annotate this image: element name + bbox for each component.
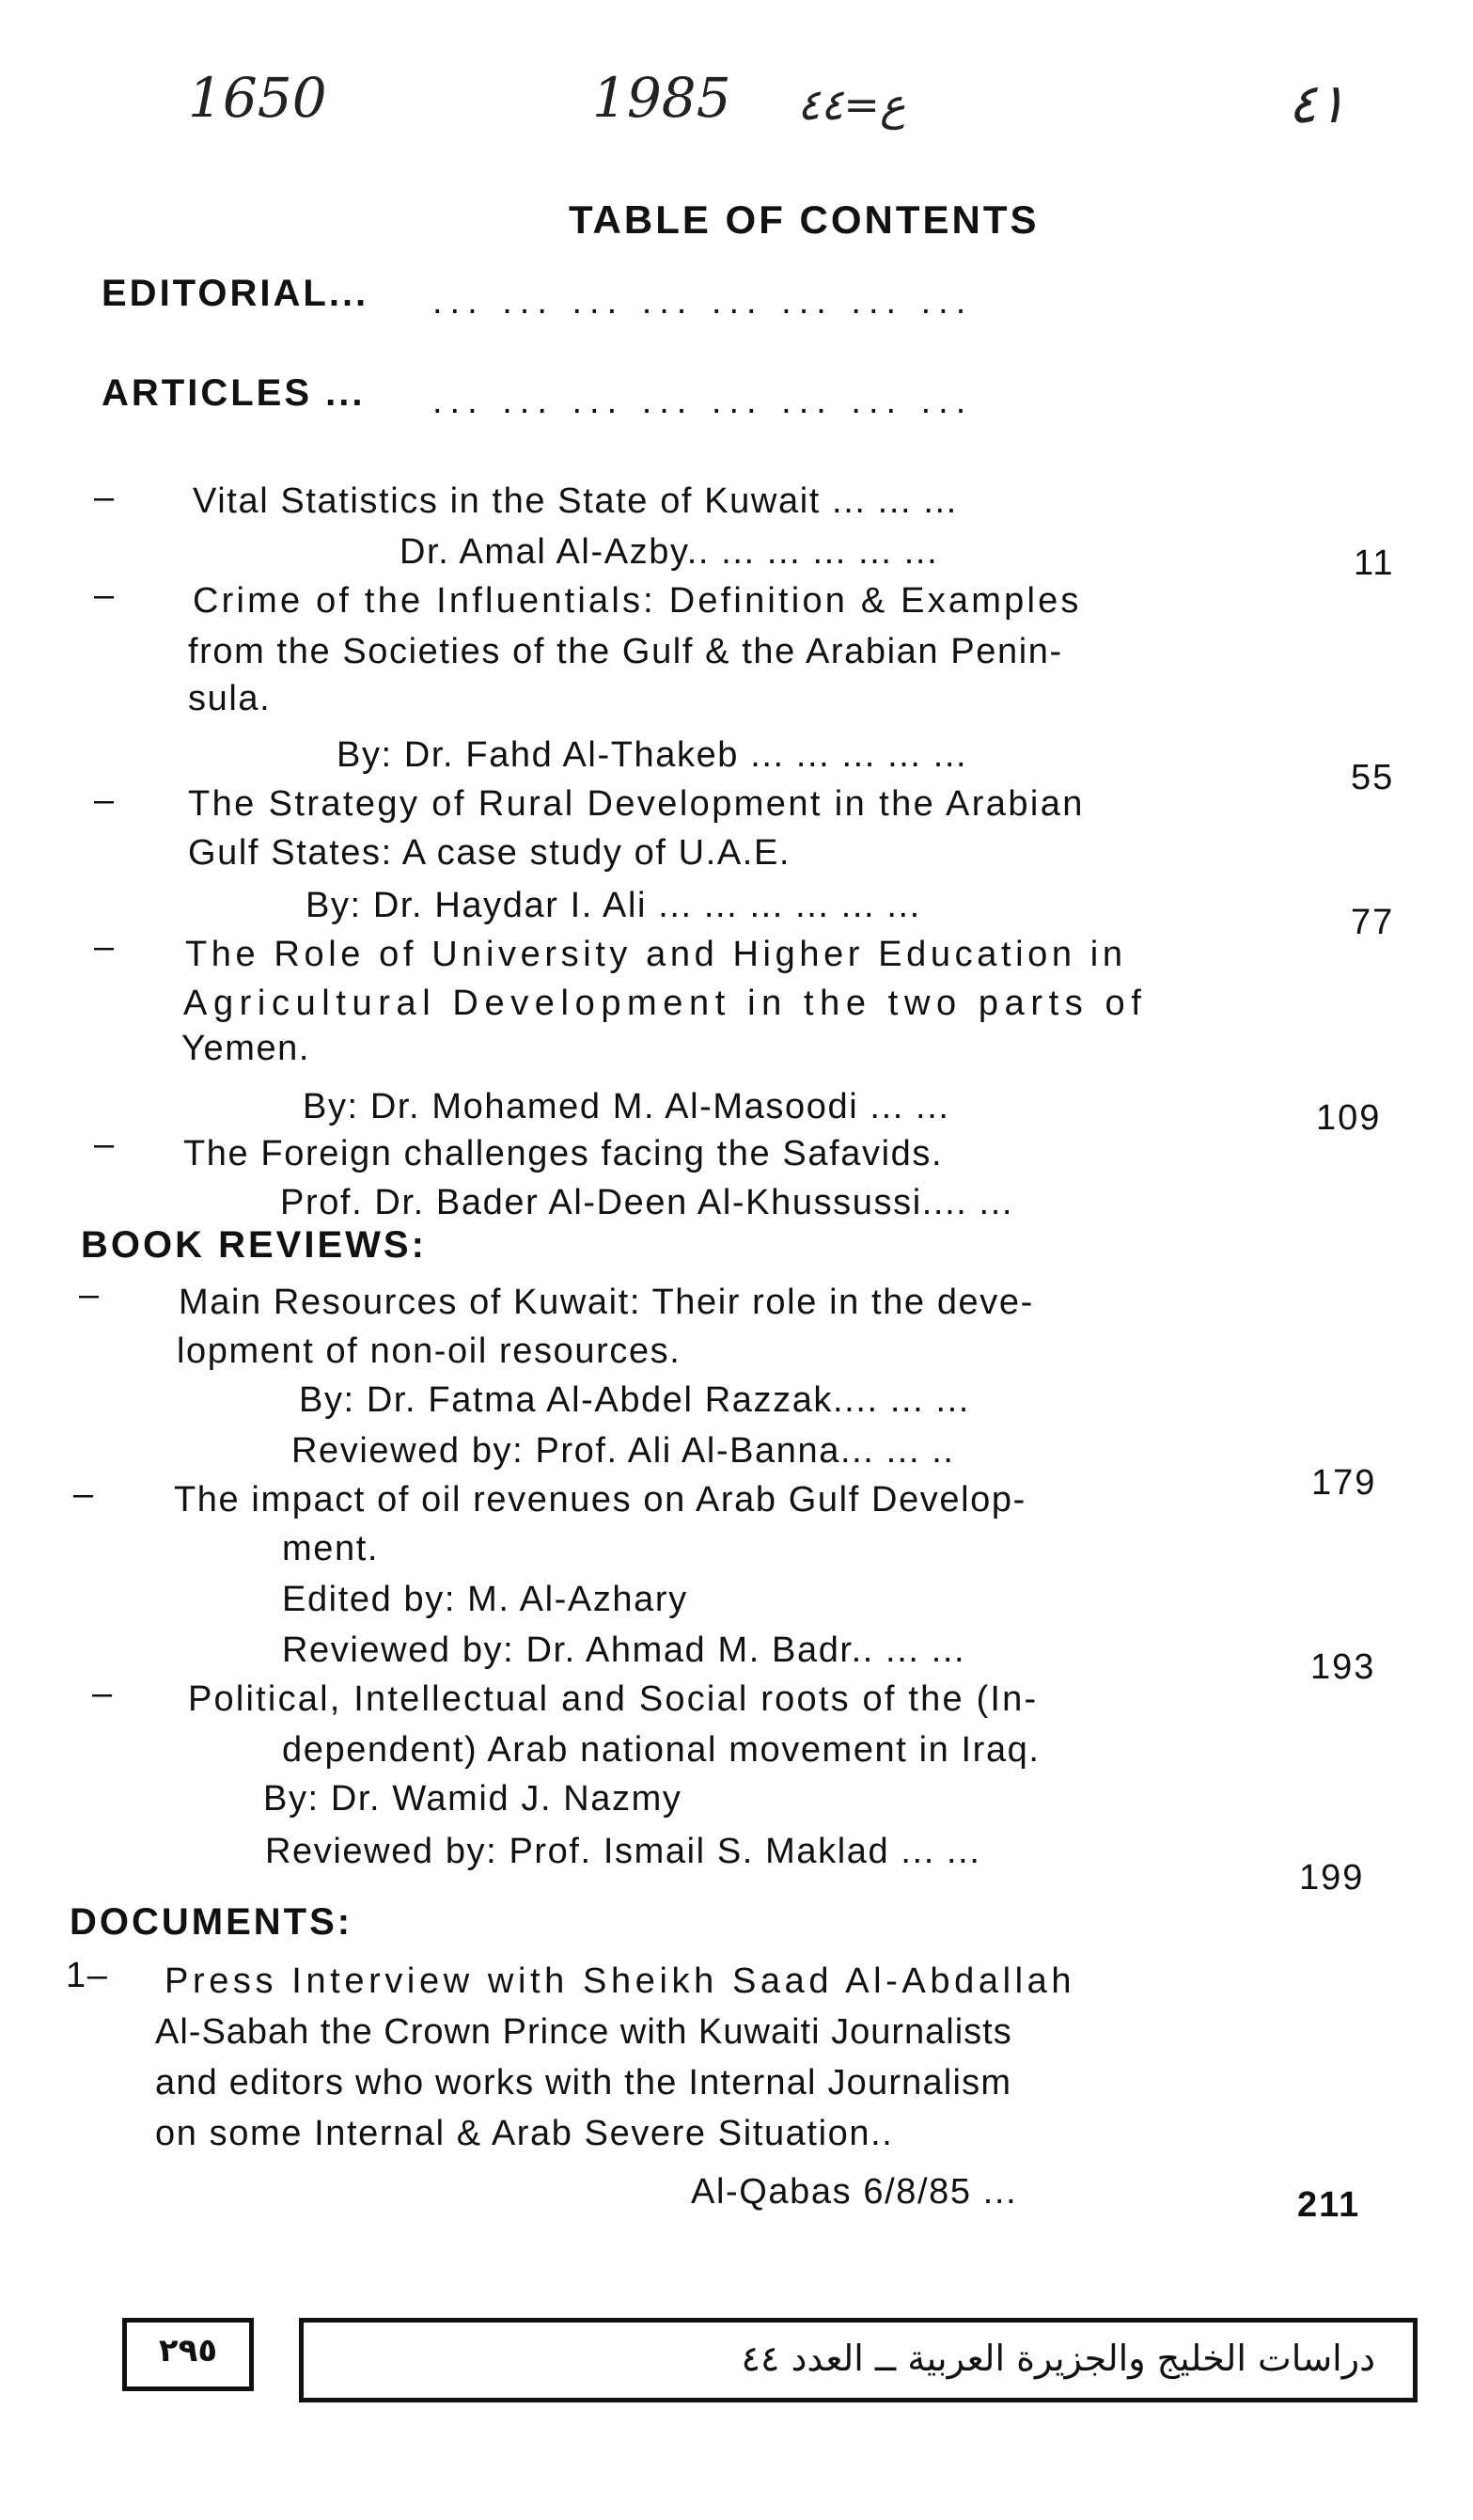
article-2-title-line-1: Crime of the Influentials: Definition & Examples: [193, 581, 1082, 621]
article-4-title-line-2: Agricultural Development in the two parts of: [183, 984, 1148, 1023]
article-2-page: 55: [1351, 758, 1395, 797]
article-2-title-line-2: from the Societies of the Gulf & the Arabian Penin-: [188, 632, 1063, 671]
article-2-title-line-3: sula.: [188, 679, 272, 718]
article-1-title-line-1: Vital Statistics in the State of Kuwait ... ... ...: [193, 481, 958, 521]
article-1-author: Dr. Amal Al-Azby.. ... ... ... ... ...: [400, 532, 939, 572]
handwritten-year: 1985: [592, 66, 731, 130]
article-4-title-line-3: Yemen.: [181, 1029, 311, 1068]
articles-leader-dots: ... ... ... ... ... ... ... ...: [432, 382, 974, 421]
review-3-page: 199: [1299, 1858, 1365, 1898]
article-4-author: By: Dr. Mohamed M. Al-Masoodi ... ...: [303, 1087, 950, 1126]
review-3-reviewer: Reviewed by: Prof. Ismail S. Maklad ... ...: [265, 1832, 981, 1871]
review-3-title-line-1: Political, Intellectual and Social roots of the (In-: [188, 1679, 1039, 1719]
review-2-title-line-1: The impact of oil revenues on Arab Gulf Develop-: [174, 1480, 1026, 1520]
article-3-page: 77: [1351, 903, 1395, 942]
article-3-title-line-2: Gulf States: A case study of U.A.E.: [188, 833, 791, 873]
review-1-dash: –: [79, 1275, 100, 1315]
document-1-title-line-1: Press Interview with Sheikh Saad Al-Abdallah: [165, 1961, 1076, 2001]
document-1-page: 211: [1297, 2185, 1361, 2225]
editorial-heading: EDITORIAL...: [102, 273, 369, 314]
page-title: TABLE OF CONTENTS: [569, 197, 1040, 242]
article-3-title-line-1: The Strategy of Rural Development in the Arabian: [188, 784, 1085, 824]
article-1-dash: –: [94, 478, 115, 517]
articles-heading: ARTICLES ...: [102, 372, 366, 414]
handwritten-corner-number: ٤١: [1288, 71, 1347, 135]
article-3-dash: –: [94, 780, 115, 820]
editorial-leader-dots: ... ... ... ... ... ... ... ...: [432, 282, 974, 322]
handwritten-issue: ع=٤٤: [797, 79, 906, 130]
review-1-page: 179: [1311, 1463, 1377, 1503]
document-1-title-line-2: Al-Sabah the Crown Prince with Kuwaiti Journalists: [155, 2012, 1012, 2052]
article-4-page: 109: [1316, 1098, 1382, 1138]
article-2-author: By: Dr. Fahd Al-Thakeb ... ... ... ... ...: [337, 735, 968, 775]
article-4-title-line-1: The Role of University and Higher Education in: [185, 935, 1127, 974]
footer-journal-box: [299, 2318, 1418, 2402]
review-1-author: By: Dr. Fatma Al-Abdel Razzak.... ... ...: [299, 1380, 970, 1420]
document-1-title-line-3: and editors who works with the Internal Journalism: [155, 2063, 1012, 2103]
article-5-dash: –: [94, 1125, 115, 1164]
footer-journal-title: دراسات الخليج والجزيرة العربية ــ العدد ٤٤: [741, 2338, 1375, 2379]
review-2-editor: Edited by: M. Al-Azhary: [282, 1580, 688, 1619]
review-1-reviewer: Reviewed by: Prof. Ali Al-Banna... ... ..: [291, 1431, 955, 1471]
document-1-source: Al-Qabas 6/8/85 ...: [691, 2172, 1018, 2212]
footer-page-box: [122, 2318, 254, 2391]
handwritten-catalog-number: 1650: [188, 66, 327, 130]
document-1-title-line-4: on some Internal & Arab Severe Situation..: [155, 2114, 894, 2153]
article-5-title-line-1: The Foreign challenges facing the Safavids.: [183, 1134, 944, 1173]
review-1-title-line-2: lopment of non-oil resources.: [177, 1331, 682, 1371]
review-2-title-line-2: ment.: [282, 1529, 380, 1568]
book-reviews-heading: BOOK REVIEWS:: [81, 1224, 427, 1266]
review-1-title-line-1: Main Resources of Kuwait: Their role in the deve-: [179, 1283, 1034, 1322]
footer-page-number: ٢٩٥: [158, 2332, 218, 2370]
review-2-reviewer: Reviewed by: Dr. Ahmad M. Badr.. ... ...: [282, 1630, 966, 1670]
review-3-title-line-2: dependent) Arab national movement in Iraq.: [282, 1730, 1041, 1770]
review-2-page: 193: [1310, 1647, 1376, 1687]
review-3-dash: –: [92, 1674, 113, 1713]
documents-heading: DOCUMENTS:: [70, 1901, 353, 1943]
article-1-page: 11: [1354, 543, 1395, 583]
review-3-author: By: Dr. Wamid J. Nazmy: [263, 1779, 682, 1819]
article-4-dash: –: [94, 927, 115, 967]
article-3-author: By: Dr. Haydar I. Ali ... ... ... ... ... ...: [306, 886, 921, 925]
document-1-number: 1–: [66, 1956, 109, 1995]
review-2-dash: –: [73, 1474, 94, 1514]
article-2-dash: –: [94, 575, 115, 615]
article-5-author: Prof. Dr. Bader Al-Deen Al-Khussussi.... ...: [280, 1183, 1014, 1222]
